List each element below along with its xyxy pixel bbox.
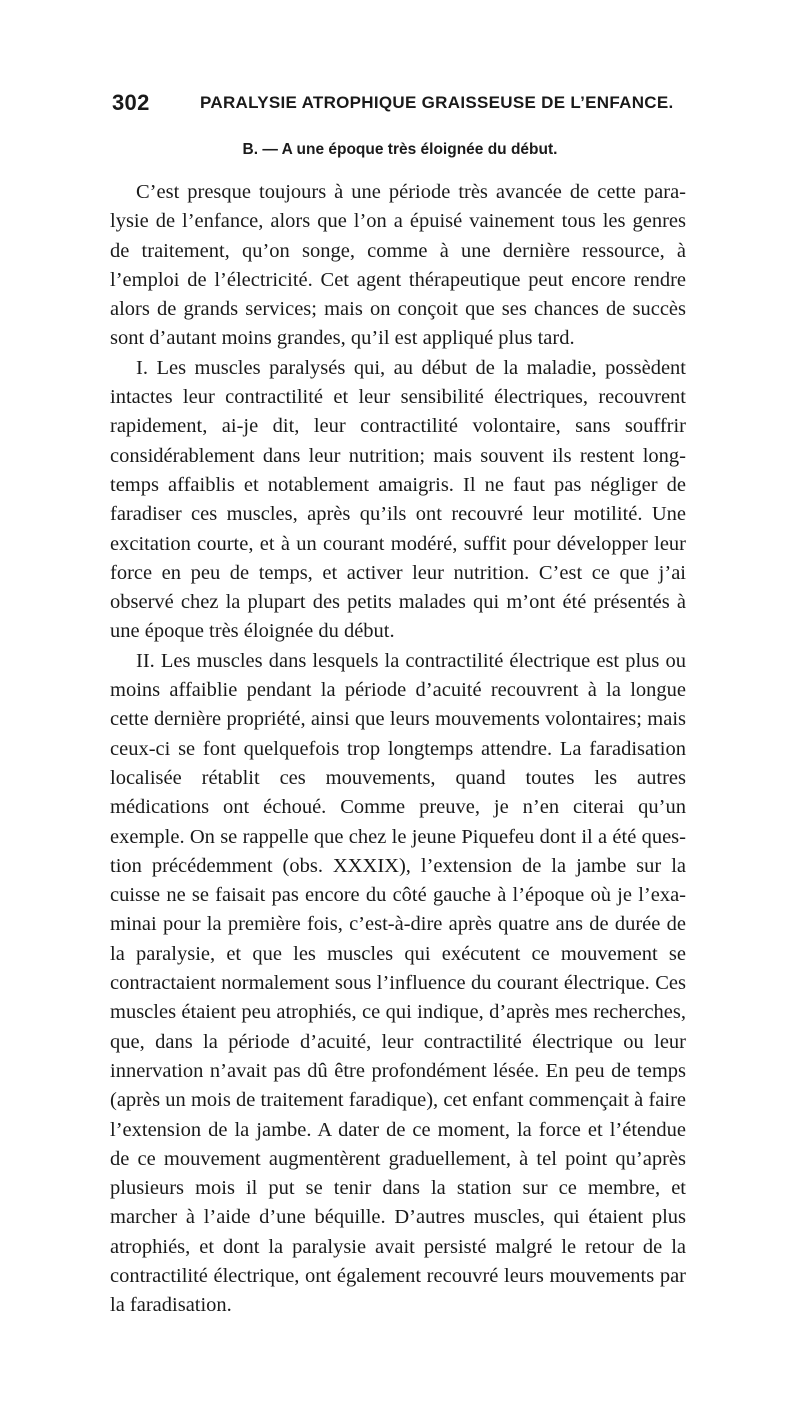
running-title: PARALYSIE ATROPHIQUE GRAISSEUSE DE L’ENFANCE. bbox=[200, 93, 674, 112]
page-number: 302 bbox=[112, 90, 150, 115]
paragraph-intro: C’est presque toujours à une période très avancée de cette paralysie de l’enfance, alors que l’on a épuisé vainement tous les genres de traitement, qu’on songe, comme à une dernière ressource, à l’emploi de l’électricité. Cet agent thérapeutique peut encore rendre alors de grands services; mais on conçoit que ses chances de succès sont d’autant moins grandes, qu’il est appliqué plus tard. bbox=[110, 181, 686, 350]
paragraph-point-1: I. Les muscles paralysés qui, au début de la maladie, possèdent intactes leur contractilité et leur sensibilité électriques, recouvrent rapidement, ai-je dit, leur contractilité volontaire, sans souffrir considérablement dans leur nutrition; mais souvent ils restent longtemps affaiblis et notablement amaigris. Il ne faut pas négliger de faradiser ces muscles, après qu’ils ont recouvré leur motilité. Une excitation courte, et à un courant modéré, suffit pour développer leur force en peu de temps, et activer leur nutrition. C’est ce que j’ai observé chez la plupart des petits malades qui m’ont été présentés à une époque très éloignée du début. bbox=[110, 356, 686, 643]
body-text bbox=[110, 178, 686, 1321]
paragraph-point-2: II. Les muscles dans lesquels la contractilité électrique est plus ou moins affaiblie pendant la période d’acuité recouvrent à la longue cette dernière propriété, ainsi que leurs mouvements volontaires; mais ceux-ci se font quelquefois trop longtemps attendre. La faradisation localisée rétablit ces mouvements, quand toutes les autres médications ont échoué. Comme preuve, je n’en citerai qu’un exemple. On se rappelle que chez le jeune Piquefeu dont il a été question précédemment (obs. XXXIX), l’extension de la jambe sur la cuisse ne se faisait pas encore du côté gauche à l’époque où je l’examinai pour la première fois, c’est-à-dire après quatre ans de durée de la paralysie, et que les muscles qui exécutent ce mouvement se contractaient normalement sous l’influence du courant électrique. Ces muscles étaient peu atrophiés, ce qui indique, d’après mes recherches, que, dans la période d’acuité, leur contractilité électrique ou leur innervation n’avait pas dû être profondément lésée. En peu de temps (après un mois de traitement faradique), cet enfant commençait à faire l’extension de la jambe. A dater de ce moment, la force et l’étendue de ce mouvement augmentèrent graduellement, à tel point qu’après plusieurs mois il put se tenir dans la station sur ce membre, et marcher à l’aide d’une béquille. D’autres muscles, qui étaient plus atrophiés, et dont la paralysie avait persisté malgré le retour de la contractilité électrique, ont également recouvré leurs mouvements par la faradisation. bbox=[110, 649, 686, 1317]
running-header bbox=[112, 88, 692, 118]
section-heading: B. — A une époque très éloignée du début. bbox=[242, 141, 558, 158]
